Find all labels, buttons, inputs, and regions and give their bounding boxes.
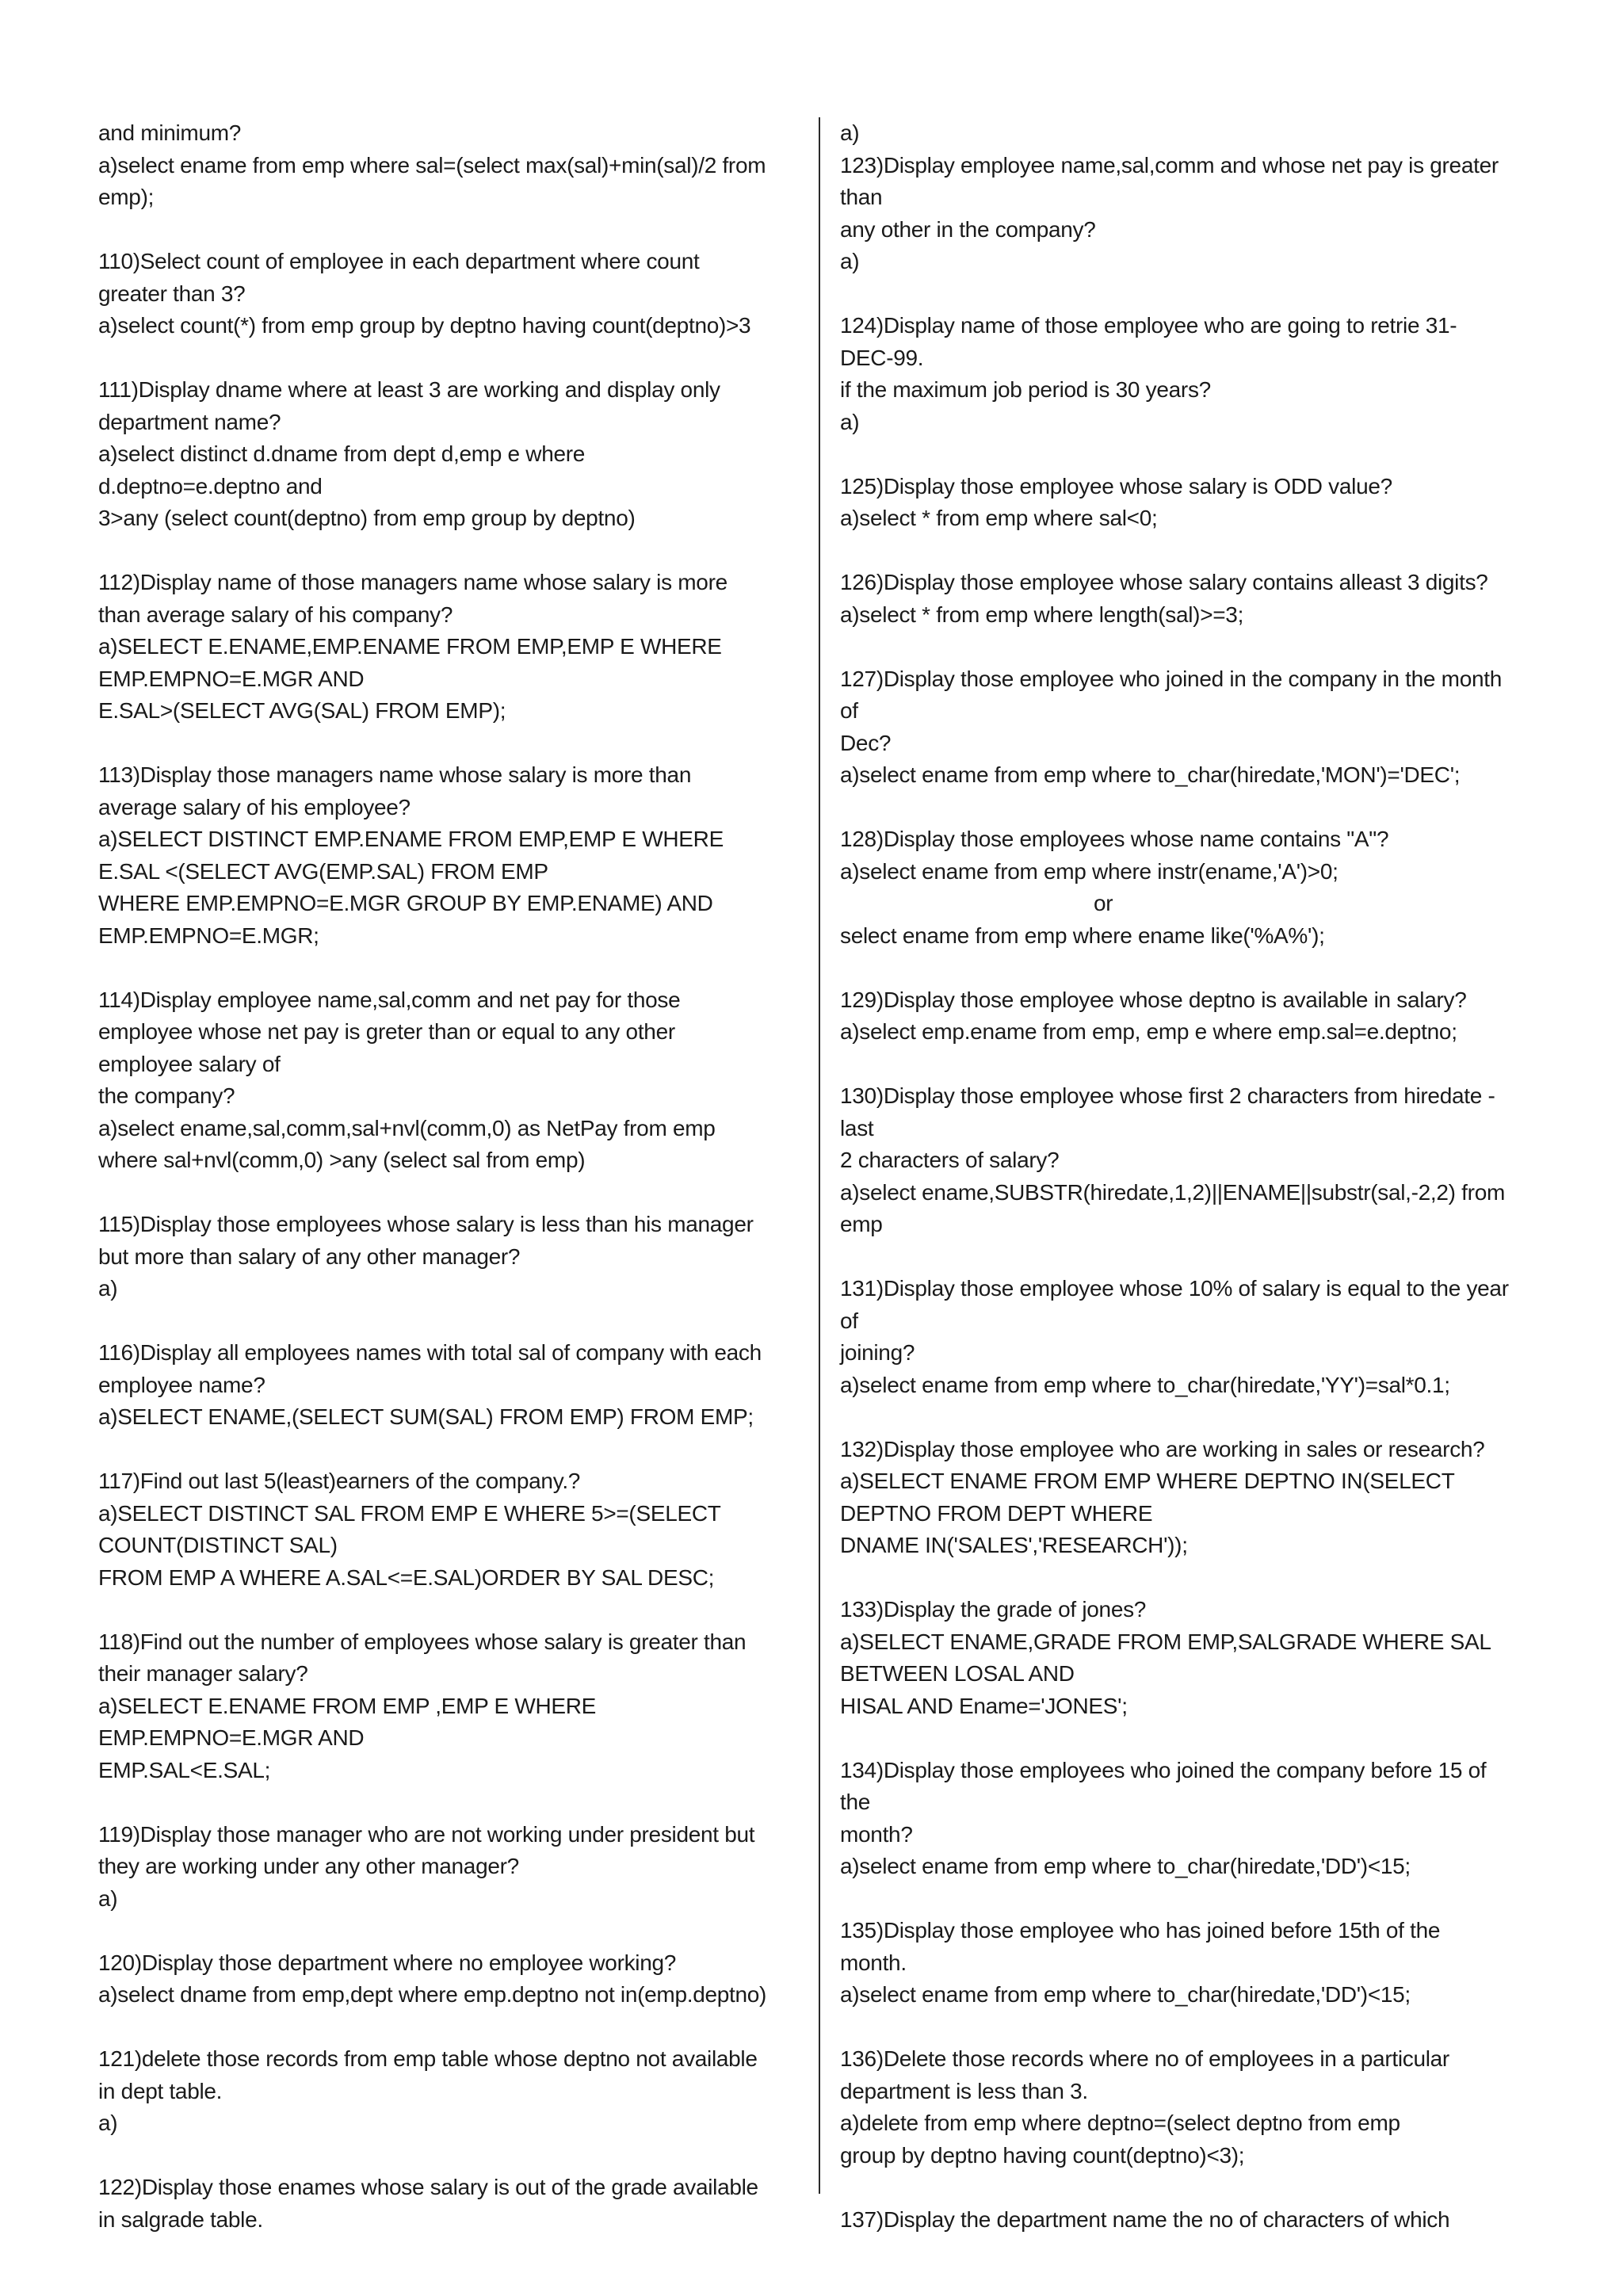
text-line: 128)Display those employees whose name contains "A"? xyxy=(840,827,1389,851)
text-line: a)select ename from emp where to_char(hiredate,'MON')='DEC'; xyxy=(840,762,1461,787)
text-line: 126)Display those employee whose salary contains alleast 3 digits? xyxy=(840,570,1488,594)
text-line: a)select emp.ename from emp, emp e where emp.sal=e.deptno; xyxy=(840,1019,1457,1044)
text-line: 115)Display those employees whose salary is less than his manager xyxy=(98,1212,754,1236)
text-line: a)delete from emp where deptno=(select deptno from emp xyxy=(840,2111,1400,2135)
text-line: than average salary of his company? xyxy=(98,602,453,627)
blank-line xyxy=(98,214,804,246)
text-line: HISAL AND Ename='JONES'; xyxy=(840,1693,1128,1718)
text-line: 3>any (select count(deptno) from emp group by deptno) xyxy=(98,506,636,530)
text-line: emp); xyxy=(98,185,155,209)
text-line: BETWEEN LOSAL AND xyxy=(840,1661,1075,1686)
text-line: a)select ename from emp where to_char(hiredate,'DD')<15; xyxy=(840,1854,1411,1878)
text-line: and minimum? xyxy=(98,120,242,145)
text-line: 118)Find out the number of employees whose salary is greater than xyxy=(98,1629,747,1654)
text-line: their manager salary? xyxy=(98,1661,308,1686)
text-line: EMP.EMPNO=E.MGR AND xyxy=(98,666,365,691)
blank-line xyxy=(840,535,1557,567)
text-line: in salgrade table. xyxy=(98,2206,263,2232)
blank-line xyxy=(840,792,1557,824)
text-line: 130)Display those employee whose first 2 characters from hiredate - xyxy=(840,1083,1495,1108)
blank-line xyxy=(840,1722,1557,1755)
blank-line xyxy=(98,1786,804,1819)
blank-line xyxy=(840,1241,1557,1274)
text-line: 120)Display those department where no employee working? xyxy=(98,1950,677,1975)
text-line: 122)Display those enames whose salary is out of the grade available xyxy=(98,2175,758,2199)
text-line: the xyxy=(840,1790,871,1814)
text-line: employee salary of xyxy=(98,1051,281,1076)
text-line: a)SELECT E.ENAME FROM EMP ,EMP E WHERE xyxy=(98,1693,597,1718)
text-line: a) xyxy=(98,2111,118,2135)
blank-line xyxy=(840,438,1557,471)
text-line: EMP.SAL<E.SAL; xyxy=(98,1757,271,1782)
text-line: greater than 3? xyxy=(98,281,246,306)
blank-line xyxy=(98,1594,804,1626)
text-line: a) xyxy=(840,409,860,434)
text-line: last xyxy=(840,1115,874,1140)
blank-line xyxy=(840,1401,1557,1434)
text-line: 133)Display the grade of jones? xyxy=(840,1597,1147,1622)
blank-line xyxy=(98,2011,804,2044)
text-line: emp xyxy=(840,1212,883,1236)
text-line: DEPTNO FROM DEPT WHERE xyxy=(840,1500,1153,1526)
text-line: any other in the company? xyxy=(840,216,1096,242)
text-line: the company? xyxy=(98,1083,235,1108)
text-line: joining? xyxy=(840,1340,915,1365)
text-line: a)select ename from emp where sal=(select max(sal)+min(sal)/2 from xyxy=(98,152,766,178)
text-line: a)select dname from emp,dept where emp.deptno not in(emp.deptno) xyxy=(98,1982,767,2007)
text-line: 2 characters of salary? xyxy=(840,1148,1060,1172)
text-line: EMP.EMPNO=E.MGR; xyxy=(98,923,319,948)
text-line: a)select ename from emp where to_char(hiredate,'DD')<15; xyxy=(840,1982,1411,2007)
text-line: a)SELECT ENAME,GRADE FROM EMP,SALGRADE WHERE SAL xyxy=(840,1629,1491,1654)
text-line: of xyxy=(840,1308,858,1333)
text-line: department name? xyxy=(98,409,281,434)
text-line: DEC-99. xyxy=(840,345,924,370)
text-line: 135)Display those employee who has joined before 15th of the xyxy=(840,1918,1441,1943)
text-line: a) xyxy=(840,249,860,273)
text-line: 116)Display all employees names with total sal of company with each xyxy=(98,1340,762,1365)
blank-line xyxy=(98,2140,804,2172)
text-line: a)SELECT DISTINCT EMP.ENAME FROM EMP,EMP E WHERE xyxy=(98,827,724,851)
text-line: than xyxy=(840,185,883,209)
text-line: department is less than 3. xyxy=(840,2078,1088,2103)
left-column xyxy=(98,117,804,2236)
text-line: in dept table. xyxy=(98,2078,223,2103)
text-line: month? xyxy=(840,1821,913,1847)
blank-line xyxy=(840,1883,1557,1916)
blank-line xyxy=(98,1915,804,1947)
text-line: E.SAL>(SELECT AVG(SAL) FROM EMP); xyxy=(98,698,506,723)
blank-line xyxy=(840,952,1557,984)
text-line: where sal+nvl(comm,0) >any (select sal from emp) xyxy=(98,1148,586,1172)
text-line: EMP.EMPNO=E.MGR AND xyxy=(98,1725,365,1750)
blank-line xyxy=(98,535,804,567)
text-line: WHERE EMP.EMPNO=E.MGR GROUP BY EMP.ENAME) AND xyxy=(98,891,713,915)
text-line: a) xyxy=(98,1276,118,1301)
text-line: a) xyxy=(98,1885,118,1911)
text-line: 113)Display those managers name whose salary is more than xyxy=(98,762,692,787)
blank-line xyxy=(98,1305,804,1338)
text-line: group by deptno having count(deptno)<3); xyxy=(840,2142,1245,2168)
blank-line xyxy=(98,728,804,760)
text-line: a)SELECT ENAME,(SELECT SUM(SAL) FROM EMP) FROM EMP; xyxy=(98,1404,754,1429)
text-line: a)select count(*) from emp group by deptno having count(deptno)>3 xyxy=(98,313,751,338)
text-line: 125)Display those employee whose salary is ODD value? xyxy=(840,473,1392,499)
text-line: a)select ename,SUBSTR(hiredate,1,2)||ENAME||substr(sal,-2,2) from xyxy=(840,1179,1505,1205)
text-line: 136)Delete those records where no of employees in a particular xyxy=(840,2046,1449,2071)
text-line: a)select distinct d.dname from dept d,emp e where xyxy=(98,441,586,466)
text-line: Dec? xyxy=(840,730,892,755)
text-line: of xyxy=(840,698,858,723)
blank-line xyxy=(98,1434,804,1466)
text-line: a) xyxy=(840,120,860,145)
blank-line xyxy=(840,278,1557,311)
text-line: a)select ename,sal,comm,sal+nvl(comm,0) as NetPay from emp xyxy=(98,1115,716,1140)
blank-line xyxy=(98,342,804,375)
text-line: employee name? xyxy=(98,1372,265,1397)
text-line: 127)Display those employee who joined in the company in the month xyxy=(840,666,1503,691)
blank-line xyxy=(840,2172,1557,2204)
text-line: they are working under any other manager? xyxy=(98,1854,519,1878)
text-line: a)select * from emp where length(sal)>=3; xyxy=(840,602,1244,627)
text-line: 111)Display dname where at least 3 are working and display only xyxy=(98,377,720,402)
column-divider xyxy=(819,117,820,2194)
text-line: a)SELECT E.ENAME,EMP.ENAME FROM EMP,EMP E WHERE xyxy=(98,634,722,659)
text-line: but more than salary of any other manager? xyxy=(98,1244,521,1269)
text-line: 134)Display those employees who joined the company before 15 of xyxy=(840,1757,1487,1782)
text-line: 129)Display those employee whose deptno is available in salary? xyxy=(840,987,1467,1012)
blank-line xyxy=(840,1049,1557,1081)
text-line: FROM EMP A WHERE A.SAL<=E.SAL)ORDER BY SAL DESC; xyxy=(98,1564,715,1590)
text-line: 132)Display those employee who are working in sales or research? xyxy=(840,1436,1485,1461)
text-line: 123)Display employee name,sal,comm and whose net pay is greater xyxy=(840,152,1499,178)
blank-line xyxy=(840,2011,1557,2044)
text-line: if the maximum job period is 30 years? xyxy=(840,377,1211,402)
text-line: DNAME IN('SALES','RESEARCH')); xyxy=(840,1533,1188,1557)
text-line: E.SAL <(SELECT AVG(EMP.SAL) FROM EMP xyxy=(98,858,548,884)
blank-line xyxy=(840,1562,1557,1595)
text-line: d.deptno=e.deptno and xyxy=(98,473,323,499)
text-line: a)select ename from emp where to_char(hiredate,'YY')=sal*0.1; xyxy=(840,1372,1450,1397)
text-line: 121)delete those records from emp table whose deptno not available xyxy=(98,2046,758,2071)
text-line: 137)Display the department name the no of characters of which xyxy=(840,2206,1450,2232)
blank-line xyxy=(98,952,804,984)
text-line: a)SELECT DISTINCT SAL FROM EMP E WHERE 5>=(SELECT xyxy=(98,1500,721,1526)
text-line: 110)Select count of employee in each department where count xyxy=(98,249,700,273)
text-line: 112)Display name of those managers name whose salary is more xyxy=(98,570,727,594)
text-line: employee whose net pay is greter than or equal to any other xyxy=(98,1019,675,1044)
blank-line xyxy=(840,631,1557,663)
text-line: a)select * from emp where sal<0; xyxy=(840,506,1158,530)
text-line: 124)Display name of those employee who are going to retrie 31- xyxy=(840,313,1457,338)
blank-line xyxy=(98,1177,804,1209)
text-line: select ename from emp where ename like('%A%'); xyxy=(840,923,1325,948)
text-line: 131)Display those employee whose 10% of salary is equal to the year xyxy=(840,1276,1509,1301)
text-line: 119)Display those manager who are not working under president but xyxy=(98,1821,755,1847)
text-line: month. xyxy=(840,1950,907,1975)
text-line: average salary of his employee? xyxy=(98,794,411,819)
text-line: a)select ename from emp where instr(ename,'A')>0; xyxy=(840,858,1338,884)
text-line: COUNT(DISTINCT SAL) xyxy=(98,1533,338,1557)
text-line: 117)Find out last 5(least)earners of the company.? xyxy=(98,1469,581,1493)
text-line: or xyxy=(1094,891,1113,915)
right-column xyxy=(840,117,1557,2236)
text-line: a)SELECT ENAME FROM EMP WHERE DEPTNO IN(SELECT xyxy=(840,1469,1455,1493)
text-line: 114)Display employee name,sal,comm and net pay for those xyxy=(98,987,681,1012)
